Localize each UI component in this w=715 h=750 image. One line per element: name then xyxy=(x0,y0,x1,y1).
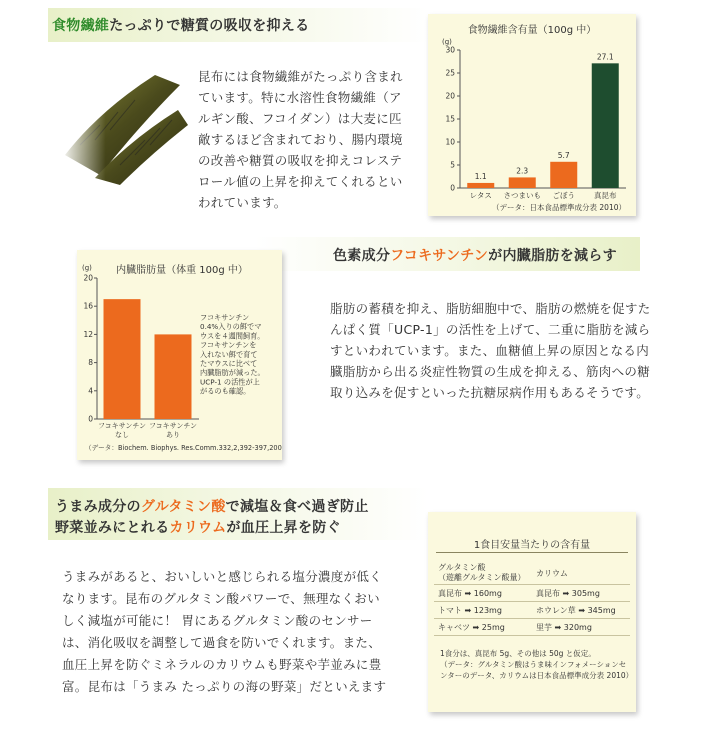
bar xyxy=(104,299,141,419)
chart-source: （データ：日本食品標準成分表 2010） xyxy=(492,203,626,212)
y-tick-label: 4 xyxy=(88,386,93,396)
section1-body: 昆布には食物繊維がたっぷり含まれています。特に水溶性食物繊維（アルギン酸、フコイダン）は大麦に匹敵するほど含まれており、腸内環境の改善や糖質の吸収を抑えコレステロール値の上昇を抑えてくれるといわれています。 xyxy=(198,69,403,210)
x-category-label: さつまいも xyxy=(503,191,541,200)
chart-title: 食物繊維含有量（100g 中） xyxy=(467,25,597,36)
section2-body: 脂肪の蓄積を抑え、脂肪細胞中で、脂肪の燃焼を促すたんぱく質「UCP-1」の活性を上げて、二重に脂肪を減らすといわれています。また、血糖値上昇の原因となる内臓脂肪から出る炎症性物質の生成を抑える、筋肉への糖取り込みを促すといった抗糖尿病作用もあるそうです。 xyxy=(330,301,651,400)
table-cell: ホウレン草 ➡ 345mg xyxy=(532,602,630,619)
chart-annotation-line: ウスを４週間飼育。 xyxy=(200,331,265,341)
table-header-row xyxy=(434,562,630,585)
content-table-rule xyxy=(436,552,628,553)
x-category-label: レタス xyxy=(469,191,492,200)
y-tick-label: 0 xyxy=(450,183,455,193)
section2-heading: 色素成分フコキサンチンが内臓脂肪を減らす xyxy=(333,248,617,264)
x-category-label: ごぼう xyxy=(552,191,575,200)
table-row xyxy=(434,619,630,636)
note-line: 1食分は、真昆布 5g、その他は 50g と仮定。 xyxy=(440,649,596,658)
section3-heading-1: うまみ成分のグルタミン酸で減塩＆食べ過ぎ防止 xyxy=(55,499,369,515)
bar-value-label: 27.1 xyxy=(596,52,614,62)
x-category-label: 真昆布 xyxy=(594,191,617,200)
bar xyxy=(509,177,536,188)
content-table-card xyxy=(428,512,636,712)
note-line: ンターのデータ、カリウムは日本食品標準成分表 2010） xyxy=(440,671,634,680)
table-header-glutamic xyxy=(434,562,532,585)
y-tick-label: 15 xyxy=(445,114,455,124)
chart-annotation-line: フコキサンチン xyxy=(200,313,250,322)
kelp-image xyxy=(60,70,190,185)
header-line: （遊離グルタミン酸量） xyxy=(438,573,526,582)
y-tick-label: 5 xyxy=(450,160,455,170)
y-tick-label: 10 xyxy=(445,137,455,147)
y-tick-label: 25 xyxy=(445,68,455,78)
fiber-chart-card xyxy=(428,14,636,216)
x-category-label: フコキサンチン xyxy=(149,422,197,430)
chart-title: 内臓脂肪量（体重 100g 中） xyxy=(116,265,248,276)
chart-annotation-line: 0.4%入りの餌でマ xyxy=(200,322,262,332)
section1-heading: 食物繊維たっぷりで糖質の吸収を抑える xyxy=(52,18,310,34)
table-row xyxy=(434,585,630,602)
bar xyxy=(550,162,577,188)
bar xyxy=(155,334,192,419)
y-axis-unit: (g) xyxy=(82,264,92,272)
chart-source: （データ：Biochem. Biophys. Res.Comm.332,2,392-397,2005） xyxy=(85,444,282,452)
content-table-note xyxy=(440,648,634,681)
bar-value-label: 5.7 xyxy=(557,150,570,160)
chart-annotation-line: フコキサンチンを xyxy=(200,340,257,350)
table-cell: 里芋 ➡ 320mg xyxy=(532,619,630,636)
visceral-fat-chart xyxy=(77,250,282,460)
bar xyxy=(467,183,494,188)
table-cell: 真昆布 ➡ 160mg xyxy=(434,585,532,602)
x-category-label: フコキサンチン xyxy=(98,422,146,430)
y-tick-label: 30 xyxy=(445,45,455,55)
section3-body: うまみがあると、おいしいと感じられる塩分濃度が低くなります。昆布のグルタミン酸パワーで、無理なくおいしく減塩が可能に！ 胃にあるグルタミン酸のセンサーは、消化吸収を調整して過食を防いでくれます。また、血圧上昇を防ぐミネラルのカリウムも野菜や芋並みに豊富。昆布は「うまみ たっぷりの海の野菜」だといえます xyxy=(62,569,387,694)
chart-annotation-line: UCP-1 の活性が上 xyxy=(200,377,260,387)
bar xyxy=(592,63,619,188)
y-tick-label: 8 xyxy=(88,358,93,368)
content-table xyxy=(434,562,630,636)
x-category-label: あり xyxy=(166,431,180,439)
fiber-chart xyxy=(428,14,636,216)
y-tick-label: 20 xyxy=(445,91,455,101)
table-cell: トマト ➡ 123mg xyxy=(434,602,532,619)
section3-heading-2: 野菜並みにとれるカリウムが血圧上昇を防ぐ xyxy=(55,520,341,536)
y-axis-unit: (g) xyxy=(442,38,452,46)
table-row xyxy=(434,602,630,619)
content-table-title: 1食目安量当たりの含有量 xyxy=(473,540,591,551)
y-tick-label: 0 xyxy=(88,414,93,424)
bar-value-label: 1.1 xyxy=(474,171,487,181)
bar-value-label: 2.3 xyxy=(516,166,529,176)
chart-annotation-line: 内臓脂肪が減った。 xyxy=(200,368,265,378)
table-cell: 真昆布 ➡ 305mg xyxy=(532,585,630,602)
table-cell: キャベツ ➡ 25mg xyxy=(434,619,532,636)
table-header-potassium: カリウム xyxy=(532,562,630,585)
note-line: （データ：グルタミン酸はうま味インフォメーションセ xyxy=(440,660,627,669)
visceral-fat-chart-card xyxy=(77,250,282,460)
chart-annotation-line: がるのも確認。 xyxy=(200,386,251,396)
x-category-label: なし xyxy=(115,431,129,439)
header-line: グルタミン酸 xyxy=(438,563,486,572)
y-tick-label: 16 xyxy=(83,301,93,311)
chart-annotation-line: 入れない餌で育て xyxy=(200,349,258,359)
y-tick-label: 12 xyxy=(83,329,93,339)
chart-annotation-line: たマウスに比べて xyxy=(200,359,258,368)
y-tick-label: 20 xyxy=(83,273,93,283)
